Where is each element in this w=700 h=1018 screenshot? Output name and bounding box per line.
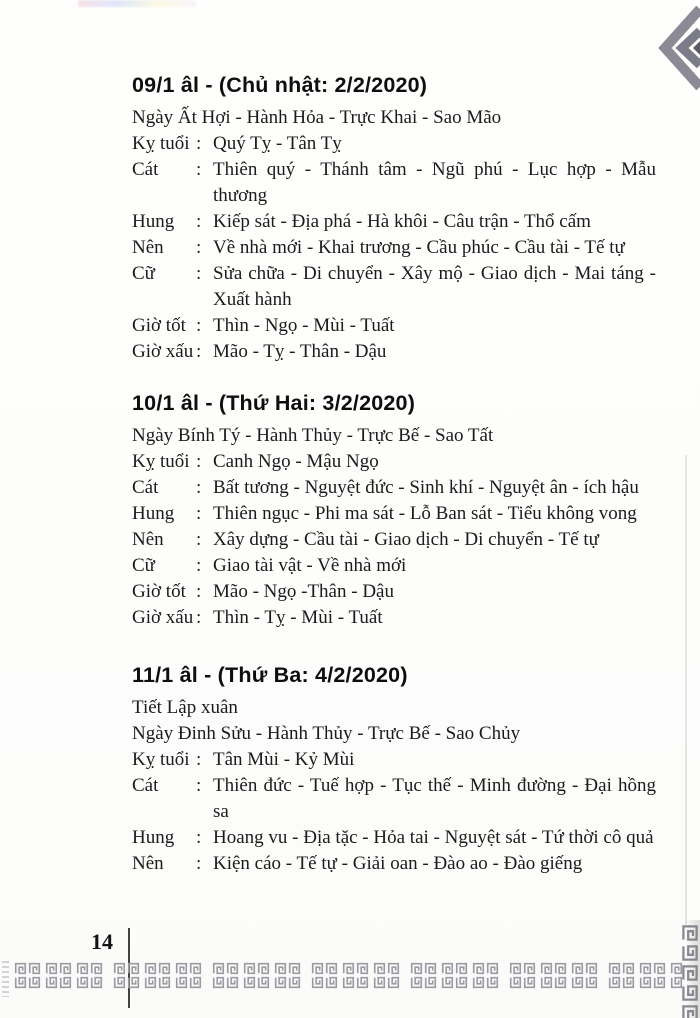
almanac-row (132, 851, 656, 877)
greek-key-icon (554, 976, 567, 989)
almanac-row (132, 773, 656, 825)
day-heading: 09/1 âl - (Chủ nhật: 2/2/2020) (132, 73, 428, 97)
day-heading: 11/1 âl - (Thứ Ba: 4/2/2020) (132, 663, 408, 687)
row-colon: : (196, 477, 202, 498)
meander-column (158, 962, 171, 990)
day-section (132, 390, 656, 631)
day-section (132, 72, 656, 365)
row-label: Cát (132, 159, 159, 180)
meander-column (14, 962, 27, 990)
day-heading: 10/1 âl - (Thứ Hai: 3/2/2020) (132, 391, 416, 415)
meander-column (342, 962, 355, 990)
row-text: Thìn - Ngọ - Mùi - Tuất (213, 315, 395, 336)
greek-key-icon (653, 976, 666, 989)
almanac-row (132, 235, 656, 261)
greek-key-icon (14, 976, 27, 989)
almanac-content (132, 72, 656, 877)
day-section (132, 662, 656, 877)
row-text: Ngày Bính Tý - Hành Thủy - Trực Bế - Sao Tất (132, 425, 494, 446)
row-colon: : (196, 263, 202, 284)
row-label: Cát (132, 477, 159, 498)
greek-key-icon (472, 976, 485, 989)
almanac-row (132, 339, 656, 365)
greek-key-icon (509, 976, 522, 989)
greek-key-icon (175, 962, 188, 975)
greek-key-icon (486, 976, 499, 989)
meander-column (410, 962, 423, 990)
greek-key-icon (387, 976, 400, 989)
row-text: Thìn - Tỵ - Mùi - Tuất (213, 607, 383, 628)
greek-key-icon (554, 962, 567, 975)
row-colon: : (196, 503, 202, 524)
row-label: Nên (132, 237, 164, 258)
greek-key-icon (158, 962, 171, 975)
row-text: Canh Ngọ - Mậu Ngọ (213, 451, 379, 472)
meander-column (622, 962, 635, 990)
greek-key-icon (325, 962, 338, 975)
row-colon: : (196, 159, 202, 180)
meander-column (274, 962, 287, 990)
meander-column (509, 962, 522, 990)
almanac-row (132, 261, 656, 313)
greek-key-icon (175, 976, 188, 989)
greek-key-icon (608, 962, 621, 975)
meander-column (113, 962, 126, 990)
greek-key-icon (325, 976, 338, 989)
meander-column (144, 962, 157, 990)
meander-column (311, 962, 324, 990)
row-colon: : (196, 607, 202, 628)
greek-key-icon (14, 962, 27, 975)
greek-key-icon (342, 976, 355, 989)
row-text: Thiên đức - Tuế hợp - Tục thế - Minh đường - Đại hồng sa (213, 775, 656, 822)
greek-key-icon (311, 976, 324, 989)
row-colon: : (196, 237, 202, 258)
almanac-row (132, 475, 656, 501)
greek-key-icon (356, 962, 369, 975)
greek-key-icon (274, 976, 287, 989)
row-colon: : (196, 853, 202, 874)
greek-key-icon (76, 976, 89, 989)
greek-key-icon (189, 962, 202, 975)
greek-key-icon (441, 976, 454, 989)
greek-key-icon (455, 962, 468, 975)
greek-key-icon (28, 962, 41, 975)
meander-column (325, 962, 338, 990)
row-colon: : (196, 529, 202, 550)
meander-column (472, 962, 485, 990)
row-label: Kỵ tuổi (132, 451, 190, 472)
greek-key-icon (455, 976, 468, 989)
row-colon: : (196, 451, 202, 472)
row-text: Tân Mùi - Kỷ Mùi (213, 749, 355, 770)
row-text: Mão - Ngọ -Thân - Dậu (213, 581, 394, 602)
row-colon: : (196, 341, 202, 362)
meander-column (571, 962, 584, 990)
greek-key-icon (639, 962, 652, 975)
greek-key-icon (373, 962, 386, 975)
row-label: Kỵ tuổi (132, 133, 190, 154)
row-colon: : (196, 827, 202, 848)
almanac-row (132, 579, 656, 605)
greek-key-icon (387, 962, 400, 975)
row-text: Ngày Đinh Sửu - Hành Thủy - Trực Bế - Sao Chủy (132, 723, 521, 744)
greek-key-icon (424, 976, 437, 989)
row-text: Mão - Tỵ - Thân - Dậu (213, 341, 387, 362)
row-text: Kiện cáo - Tế tự - Giải oan - Đào ao - Đào giếng (213, 853, 583, 874)
meander-border-bottom (14, 962, 684, 992)
greek-key-icon (540, 976, 553, 989)
greek-key-icon (59, 976, 72, 989)
greek-key-icon (45, 976, 58, 989)
greek-key-icon (189, 976, 202, 989)
row-text: Tiết Lập xuân (132, 697, 238, 718)
greek-key-icon (144, 962, 157, 975)
meander-column (486, 962, 499, 990)
meander-column (554, 962, 567, 990)
greek-key-icon (45, 962, 58, 975)
row-label: Hung (132, 827, 175, 848)
row-colon: : (196, 749, 202, 770)
greek-key-icon (113, 962, 126, 975)
almanac-row (132, 553, 656, 579)
greek-key-icon (424, 962, 437, 975)
almanac-row (132, 501, 656, 527)
row-text: Bất tương - Nguyệt đức - Sinh khí - Nguyệt ân - ích hậu (213, 477, 639, 498)
meander-column (653, 962, 666, 990)
meander-column (212, 962, 225, 990)
greek-key-icon (243, 962, 256, 975)
meander-column (356, 962, 369, 990)
almanac-row (132, 313, 656, 339)
meander-column (28, 962, 41, 990)
greek-key-icon (212, 976, 225, 989)
corner-chevron-icon (654, 4, 700, 92)
meander-column (373, 962, 386, 990)
edge-bleed-artifact (2, 961, 9, 997)
greek-key-icon (274, 962, 287, 975)
row-text: Thiên quý - Thánh tâm - Ngũ phú - Lục hợp - Mẫu thương (213, 159, 656, 206)
row-label: Cữ (132, 263, 155, 284)
row-text: Kiếp sát - Địa phá - Hà khôi - Câu trận - Thổ cấm (213, 211, 591, 232)
greek-key-icon (127, 962, 140, 975)
row-label: Giờ tốt (132, 581, 186, 602)
greek-key-icon (127, 976, 140, 989)
meander-column (441, 962, 454, 990)
greek-key-icon (28, 976, 41, 989)
meander-column (455, 962, 468, 990)
greek-key-icon (622, 976, 635, 989)
almanac-row (132, 527, 656, 553)
row-label: Kỵ tuổi (132, 749, 190, 770)
meander-column (59, 962, 72, 990)
row-text: Giao tài vật - Về nhà mới (213, 555, 407, 576)
greek-key-icon (622, 962, 635, 975)
meander-column (189, 962, 202, 990)
meander-column (243, 962, 256, 990)
greek-key-icon (342, 962, 355, 975)
meander-column (585, 962, 598, 990)
row-colon: : (196, 775, 202, 796)
meander-column (387, 962, 400, 990)
greek-key-icon (288, 976, 301, 989)
row-label: Giờ tốt (132, 315, 186, 336)
greek-key-icon (585, 976, 598, 989)
page-edge-shadow (685, 455, 687, 925)
row-text: Sửa chữa - Di chuyển - Xây mộ - Giao dịch - Mai táng - Xuất hành (213, 263, 656, 310)
meander-column (288, 962, 301, 990)
greek-key-icon (639, 976, 652, 989)
almanac-row (132, 721, 656, 747)
page-number: 14 (91, 929, 113, 954)
almanac-row (132, 695, 656, 721)
meander-column (540, 962, 553, 990)
meander-column (639, 962, 652, 990)
greek-key-icon (76, 962, 89, 975)
meander-column (175, 962, 188, 990)
almanac-row (132, 423, 656, 449)
greek-key-icon (158, 976, 171, 989)
meander-column (257, 962, 270, 990)
greek-key-icon (356, 976, 369, 989)
almanac-row (132, 747, 656, 773)
greek-key-icon (373, 976, 386, 989)
row-label: Hung (132, 503, 175, 524)
greek-key-icon (608, 976, 621, 989)
row-label: Giờ xấu (132, 341, 194, 362)
almanac-row (132, 449, 656, 475)
row-colon: : (196, 133, 202, 154)
greek-key-icon (441, 962, 454, 975)
row-text: Quý Tỵ - Tân Tỵ (213, 133, 342, 154)
row-text: Xây dựng - Cầu tài - Giao dịch - Di chuyển - Tế tự (213, 529, 599, 550)
greek-key-icon (243, 976, 256, 989)
almanac-row (132, 131, 656, 157)
meander-column (90, 962, 103, 990)
greek-key-icon (257, 962, 270, 975)
almanac-row (132, 105, 656, 131)
greek-key-icon (571, 976, 584, 989)
greek-key-icon (226, 976, 239, 989)
row-label: Cát (132, 775, 159, 796)
almanac-row (132, 157, 656, 209)
greek-key-icon (144, 976, 157, 989)
row-label: Hung (132, 211, 175, 232)
greek-key-icon (212, 962, 225, 975)
row-label: Nên (132, 853, 164, 874)
greek-key-icon (90, 976, 103, 989)
greek-key-icon (257, 976, 270, 989)
greek-key-icon (410, 962, 423, 975)
meander-column (76, 962, 89, 990)
meander-column (608, 962, 621, 990)
greek-key-icon (59, 962, 72, 975)
greek-key-icon (226, 962, 239, 975)
almanac-row (132, 605, 656, 631)
row-label: Cữ (132, 555, 155, 576)
greek-key-icon (113, 976, 126, 989)
greek-key-icon (571, 962, 584, 975)
row-text: Ngày Ất Hợi - Hành Hỏa - Trực Khai - Sao Mão (132, 107, 502, 128)
greek-key-icon (653, 962, 666, 975)
greek-key-icon (523, 976, 536, 989)
meander-column (226, 962, 239, 990)
row-label: Nên (132, 529, 164, 550)
greek-key-icon (486, 962, 499, 975)
row-text: Thiên ngục - Phi ma sát - Lỗ Ban sát - Tiểu không vong (213, 503, 637, 524)
greek-key-icon (585, 962, 598, 975)
row-colon: : (196, 555, 202, 576)
greek-key-icon (288, 962, 301, 975)
greek-key-icon (509, 962, 522, 975)
greek-key-icon (540, 962, 553, 975)
meander-column (424, 962, 437, 990)
scan-streak-artifact (78, 0, 196, 7)
greek-key-icon (311, 962, 324, 975)
row-text: Về nhà mới - Khai trương - Cầu phúc - Cầu tài - Tế tự (213, 237, 625, 258)
page-curl-shadow (686, 920, 700, 1018)
meander-column (127, 962, 140, 990)
greek-key-icon (523, 962, 536, 975)
meander-column (45, 962, 58, 990)
row-label: Giờ xấu (132, 607, 194, 628)
row-text: Hoang vu - Địa tặc - Hỏa tai - Nguyệt sát - Tứ thời cô quả (213, 827, 654, 848)
almanac-row (132, 209, 656, 235)
row-colon: : (196, 211, 202, 232)
almanac-row (132, 825, 656, 851)
row-colon: : (196, 315, 202, 336)
row-colon: : (196, 581, 202, 602)
greek-key-icon (90, 962, 103, 975)
greek-key-icon (410, 976, 423, 989)
greek-key-icon (472, 962, 485, 975)
meander-column (523, 962, 536, 990)
